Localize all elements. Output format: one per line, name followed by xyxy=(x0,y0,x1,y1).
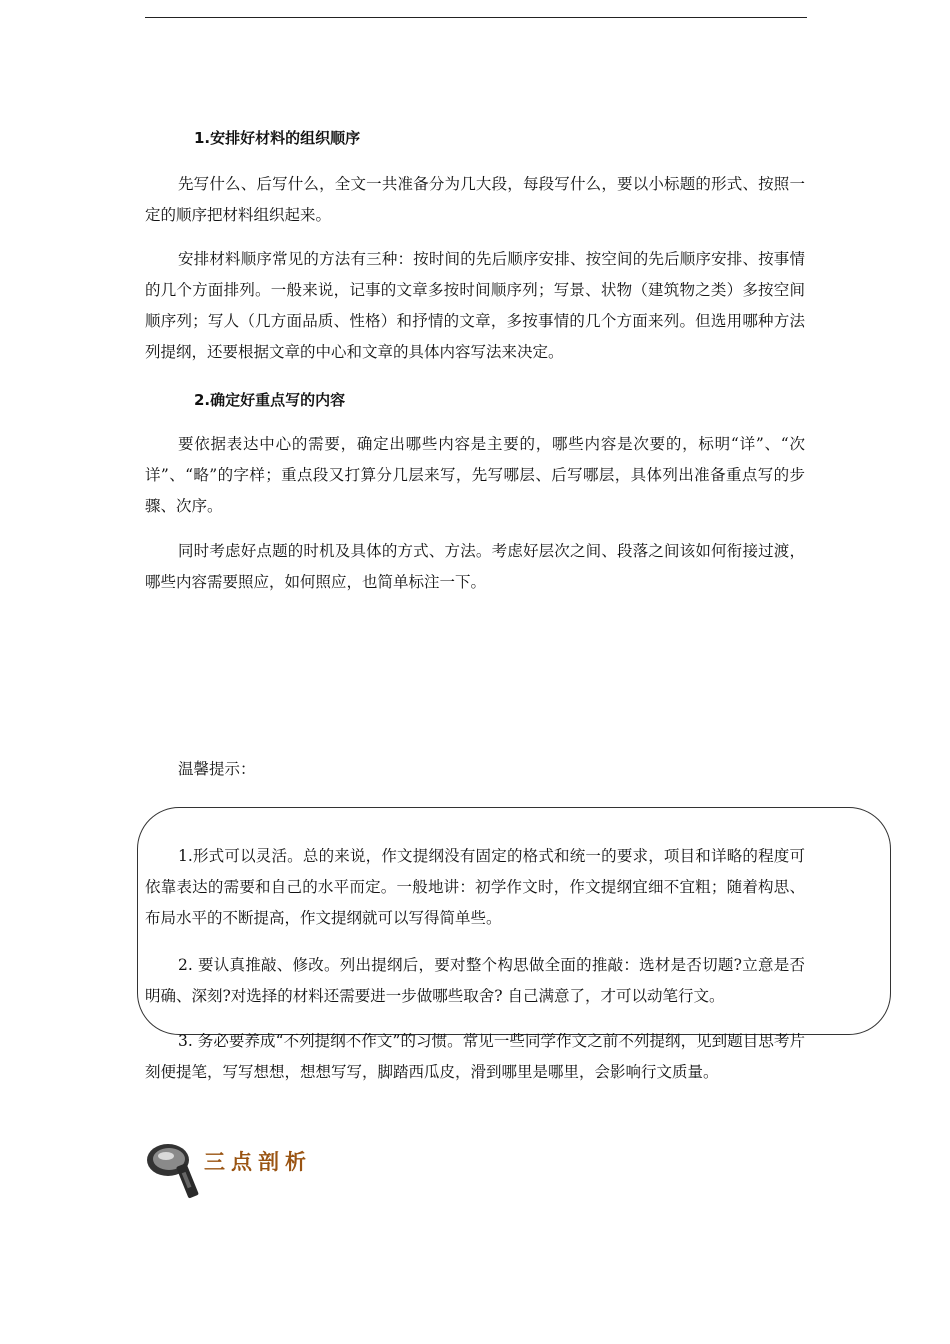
paragraph-order-1: 先写什么、后写什么，全文一共准备分为几大段，每段写什么，要以小标题的形式、按照一定的顺序把材料组织起来。 xyxy=(145,175,805,224)
paragraph-order-2: 安排材料顺序常见的方法有三种：按时间的先后顺序安排、按空间的先后顺序安排、按事情的几个方面排列。一般来说，记事的文章多按时间顺序列；写景、状物（建筑物之类）多按空间顺序列；写人（几方面品质、性格）和抒情的文章，多按事情的几个方面来列。但选用哪种方法列提纲，还要根据文章的中心和文章的具体内容写法来决定。 xyxy=(145,250,805,361)
tip-item-1: 1.形式可以灵活。总的来说，作文提纲没有固定的格式和统一的要求，项目和详略的程度可依靠表达的需要和自己的水平而定。一般地讲：初学作文时，作文提纲宜细不宜粗；随着构思、布局水平的不断提高，作文提纲就可以写得简单些。 xyxy=(145,847,805,927)
header-rule xyxy=(145,17,807,18)
tip-item-3: 3. 务必要养成“不列提纲不作文”的习惯。常见一些同学作文之前不列提纲，见到题目思考片刻便提笔，写写想想，想想写写，脚踏西瓜皮，滑到哪里是哪里，会影响行文质量。 xyxy=(145,1032,805,1081)
tips-label: 温馨提示： xyxy=(178,760,256,778)
paragraph-focus-1: 要依据表达中心的需要，确定出哪些内容是主要的，哪些内容是次要的，标明“详”、“次详”、“略”的字样；重点段又打算分几层来写，先写哪层、后写哪层，具体列出准备重点写的步骤、次序。 xyxy=(145,435,805,515)
section-heading-order: 1.安排好材料的组织顺序 xyxy=(194,129,361,147)
tip-item-2: 2. 要认真推敲、修改。列出提纲后，要对整个构思做全面的推敲：选材是否切题?立意是否明确、深刻?对选择的材料还需要进一步做哪些取舍? 自己满意了，才可以动笔行文。 xyxy=(145,956,805,1005)
magnifier-icon xyxy=(146,1138,206,1200)
section-badge xyxy=(146,1138,316,1200)
section-heading-focus: 2.确定好重点写的内容 xyxy=(194,391,346,409)
badge-title: 三点剖析 xyxy=(204,1150,312,1174)
paragraph-focus-2: 同时考虑好点题的时机及具体的方式、方法。考虑好层次之间、段落之间该如何衔接过渡，哪些内容需要照应，如何照应，也简单标注一下。 xyxy=(145,542,805,591)
